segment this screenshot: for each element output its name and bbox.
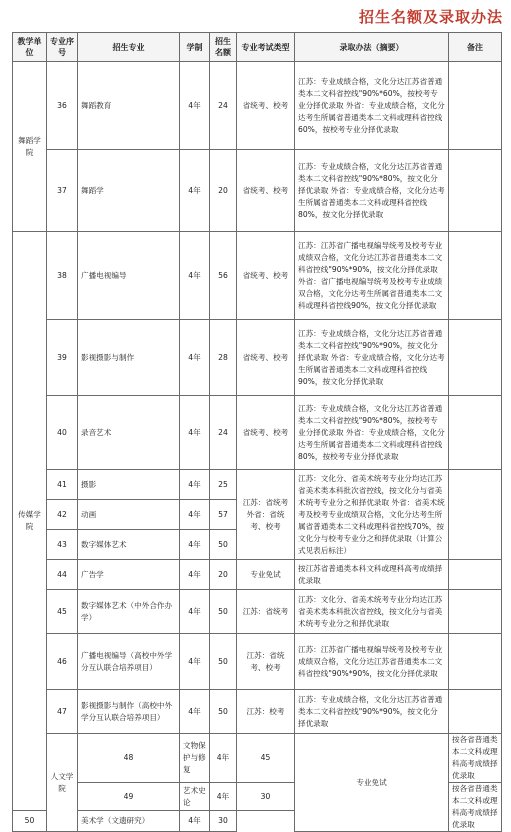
table-row (13, 232, 502, 320)
major-no: 36 (47, 62, 78, 150)
duration: 4年 (180, 690, 210, 734)
major-name: 美术学（文遗研究） (78, 811, 180, 832)
exam-type: 省统考、校考 (237, 232, 295, 320)
major-no: 41 (47, 470, 78, 500)
table-row (13, 150, 502, 232)
notes-cell (449, 150, 502, 232)
admission-method: 江苏：专业成绩合格，文化分达江苏省普通类本二文科省控线"90%*80%，按校考专业分择优录取 外省：专业成绩合格，文化分达考生所属省普通类本二文科或理科省控线80%，按校考专业分择优录取 (295, 396, 449, 470)
table-row (13, 590, 502, 634)
major-name: 录音艺术 (78, 396, 180, 470)
admission-table (12, 32, 502, 832)
exam-type-merged: 江苏：省统考 外省：省统考、校考 (237, 470, 295, 560)
major-no: 49 (78, 783, 180, 811)
major-no: 40 (47, 396, 78, 470)
major-name: 舞蹈教育 (78, 62, 180, 150)
major-name: 数字媒体艺术 (78, 530, 180, 560)
exam-type: 省统考、校考 (237, 396, 295, 470)
quota: 24 (210, 396, 237, 470)
quota: 30 (210, 811, 237, 832)
major-no: 45 (47, 590, 78, 634)
admission-method: 江苏：文化分、省美术统考专业分均达江苏省美术类本科批次省控线，按文化分与省美术统考专业分之和择优录取 (295, 590, 449, 634)
quota: 50 (210, 690, 237, 734)
duration: 4年 (180, 62, 210, 150)
notes-cell (449, 560, 502, 590)
notes-cell (449, 320, 502, 396)
admission-method: 按江苏省普通类本科文科或理科高考成绩择优录取 (295, 560, 449, 590)
admission-method: 江苏：江苏省广播电视编导统考及校考专业成绩双合格，文化分达江苏省普通类本二文科省控线"90%*90%，按文化分择优录取 外省：省广播电视编导统考及校考专业成绩双合格，文化分达考生所属省普通类本二文科或理科省控线90%，按文化分择优录取 (295, 232, 449, 320)
page-heading: 招生名额及录取办法 (358, 8, 503, 26)
major-name: 动画 (78, 500, 180, 530)
major-no: 47 (47, 690, 78, 734)
duration: 4年 (180, 530, 210, 560)
dept-cell: 舞蹈学院 (13, 62, 47, 232)
col-header-notes: 备注 (449, 33, 502, 62)
quota: 50 (210, 590, 237, 634)
admission-method: 按各省普通类本二文科或理科高考成绩择优录取 (449, 734, 502, 783)
exam-type: 江苏：校考 (237, 690, 295, 734)
major-name: 广播电视编导 (78, 232, 180, 320)
exam-type: 江苏：省统考 (237, 590, 295, 634)
admission-method: 江苏：江苏省广播电视编导统考及校考专业成绩双合格，文化分达江苏省普通类本二文科省控线"90%*90%，按文化分择优录取 (295, 634, 449, 690)
admission-method: 江苏：专业成绩合格，文化分达江苏省普通类本二文科省控线"90%*90%，按文化分择优录取 (295, 690, 449, 734)
notes-cell (449, 634, 502, 690)
major-no: 38 (47, 232, 78, 320)
table-row (13, 320, 502, 396)
col-header-major: 招生专业 (78, 33, 180, 62)
exam-type-merged: 专业免试 (295, 734, 449, 832)
major-no: 50 (13, 811, 47, 832)
major-no: 42 (47, 500, 78, 530)
exam-type: 专业免试 (237, 560, 295, 590)
major-no: 43 (47, 530, 78, 560)
quota: 50 (210, 530, 237, 560)
admission-method-merged: 按各省普通类本二文科或理科高考成绩择优录取 (449, 783, 502, 832)
duration: 4年 (180, 811, 210, 832)
duration: 4年 (180, 320, 210, 396)
quota: 28 (210, 320, 237, 396)
major-name: 广播电视编导（高校中外学分互认联合培养项目） (78, 634, 180, 690)
table-row (13, 560, 502, 590)
table-row (13, 470, 502, 500)
major-name: 舞蹈学 (78, 150, 180, 232)
major-no: 46 (47, 634, 78, 690)
major-name: 数字媒体艺术（中外合作办学） (78, 590, 180, 634)
quota: 56 (210, 232, 237, 320)
col-header-no: 专业序号 (47, 33, 78, 62)
col-header-quota: 招生名额 (210, 33, 237, 62)
admission-method-merged: 江苏：文化分、省美术统考专业分均达江苏省美术类本科批次省控线，按文化分与省美术统考专业分之和择优录取 外省：省美术统考及校考专业成绩双合格，文化分达考生所属省普通类本二文科或理科省控线70%，按文化分与校考专业分之和择优录取（计算公式见表后标注） (295, 470, 449, 560)
exam-type: 省统考、校考 (237, 62, 295, 150)
table-row (13, 634, 502, 690)
notes-cell (449, 396, 502, 470)
exam-type: 省统考、校考 (237, 150, 295, 232)
quota: 57 (210, 500, 237, 530)
major-name: 广告学 (78, 560, 180, 590)
duration: 4年 (180, 232, 210, 320)
admission-method: 江苏：专业成绩合格，文化分达江苏省普通类本二文科省控线"90%*60%，按校考专业分择优录取 外省：专业成绩合格，文化分达考生所属省普通类本二文科或理科省控线60%，按校考专业分择优录取 (295, 62, 449, 150)
admission-method: 江苏：专业成绩合格，文化分达江苏省普通类本二文科省控线"90%*90%，按文化分择优录取 外省：专业成绩合格，文化分达考生所属省普通类本二文科或理科省控线90%，按文化分择优录取 (295, 320, 449, 396)
table-row (13, 734, 502, 783)
duration: 4年 (180, 470, 210, 500)
col-header-unit: 教学单位 (13, 33, 47, 62)
col-header-exam: 专业考试类型 (237, 33, 295, 62)
major-name: 文物保护与修复 (180, 734, 210, 783)
major-name: 影视摄影与制作 (78, 320, 180, 396)
dept-cell: 传媒学院 (13, 232, 47, 811)
quota: 50 (210, 634, 237, 690)
col-header-method: 录取办法（摘要） (295, 33, 449, 62)
header-row (13, 33, 502, 62)
admission-method: 江苏：专业成绩合格，文化分达江苏省普通类本二文科省控线"90%*80%，按文化分择优录取 外省：专业成绩合格，文化分达考生所属省普通类本二文科或理科省控线80%，按文化分择优录取 (295, 150, 449, 232)
notes-cell (449, 62, 502, 150)
quota: 24 (210, 62, 237, 150)
quota: 30 (237, 783, 295, 811)
major-no: 37 (47, 150, 78, 232)
duration: 4年 (180, 590, 210, 634)
quota: 25 (210, 470, 237, 500)
exam-type: 江苏：省统考、校考 (237, 634, 295, 690)
duration: 4年 (180, 560, 210, 590)
duration: 4年 (210, 783, 237, 811)
major-no: 39 (47, 320, 78, 396)
table-row (13, 62, 502, 150)
dept-cell: 人文学院 (47, 734, 78, 832)
duration: 4年 (180, 396, 210, 470)
major-no: 48 (78, 734, 180, 783)
duration: 4年 (180, 634, 210, 690)
quota: 20 (210, 560, 237, 590)
exam-type: 省统考、校考 (237, 320, 295, 396)
notes-cell (449, 690, 502, 734)
quota: 20 (210, 150, 237, 232)
notes-cell (449, 470, 502, 560)
notes-cell (449, 590, 502, 634)
duration: 4年 (180, 150, 210, 232)
quota: 45 (237, 734, 295, 783)
major-name: 艺术史论 (180, 783, 210, 811)
duration: 4年 (180, 500, 210, 530)
major-name: 影视摄影与制作（高校中外学分互认联合培养项目） (78, 690, 180, 734)
notes-cell (449, 232, 502, 320)
duration: 4年 (210, 734, 237, 783)
table-row (13, 396, 502, 470)
major-name: 摄影 (78, 470, 180, 500)
table-row (13, 690, 502, 734)
col-header-duration: 学制 (180, 33, 210, 62)
major-no: 44 (47, 560, 78, 590)
